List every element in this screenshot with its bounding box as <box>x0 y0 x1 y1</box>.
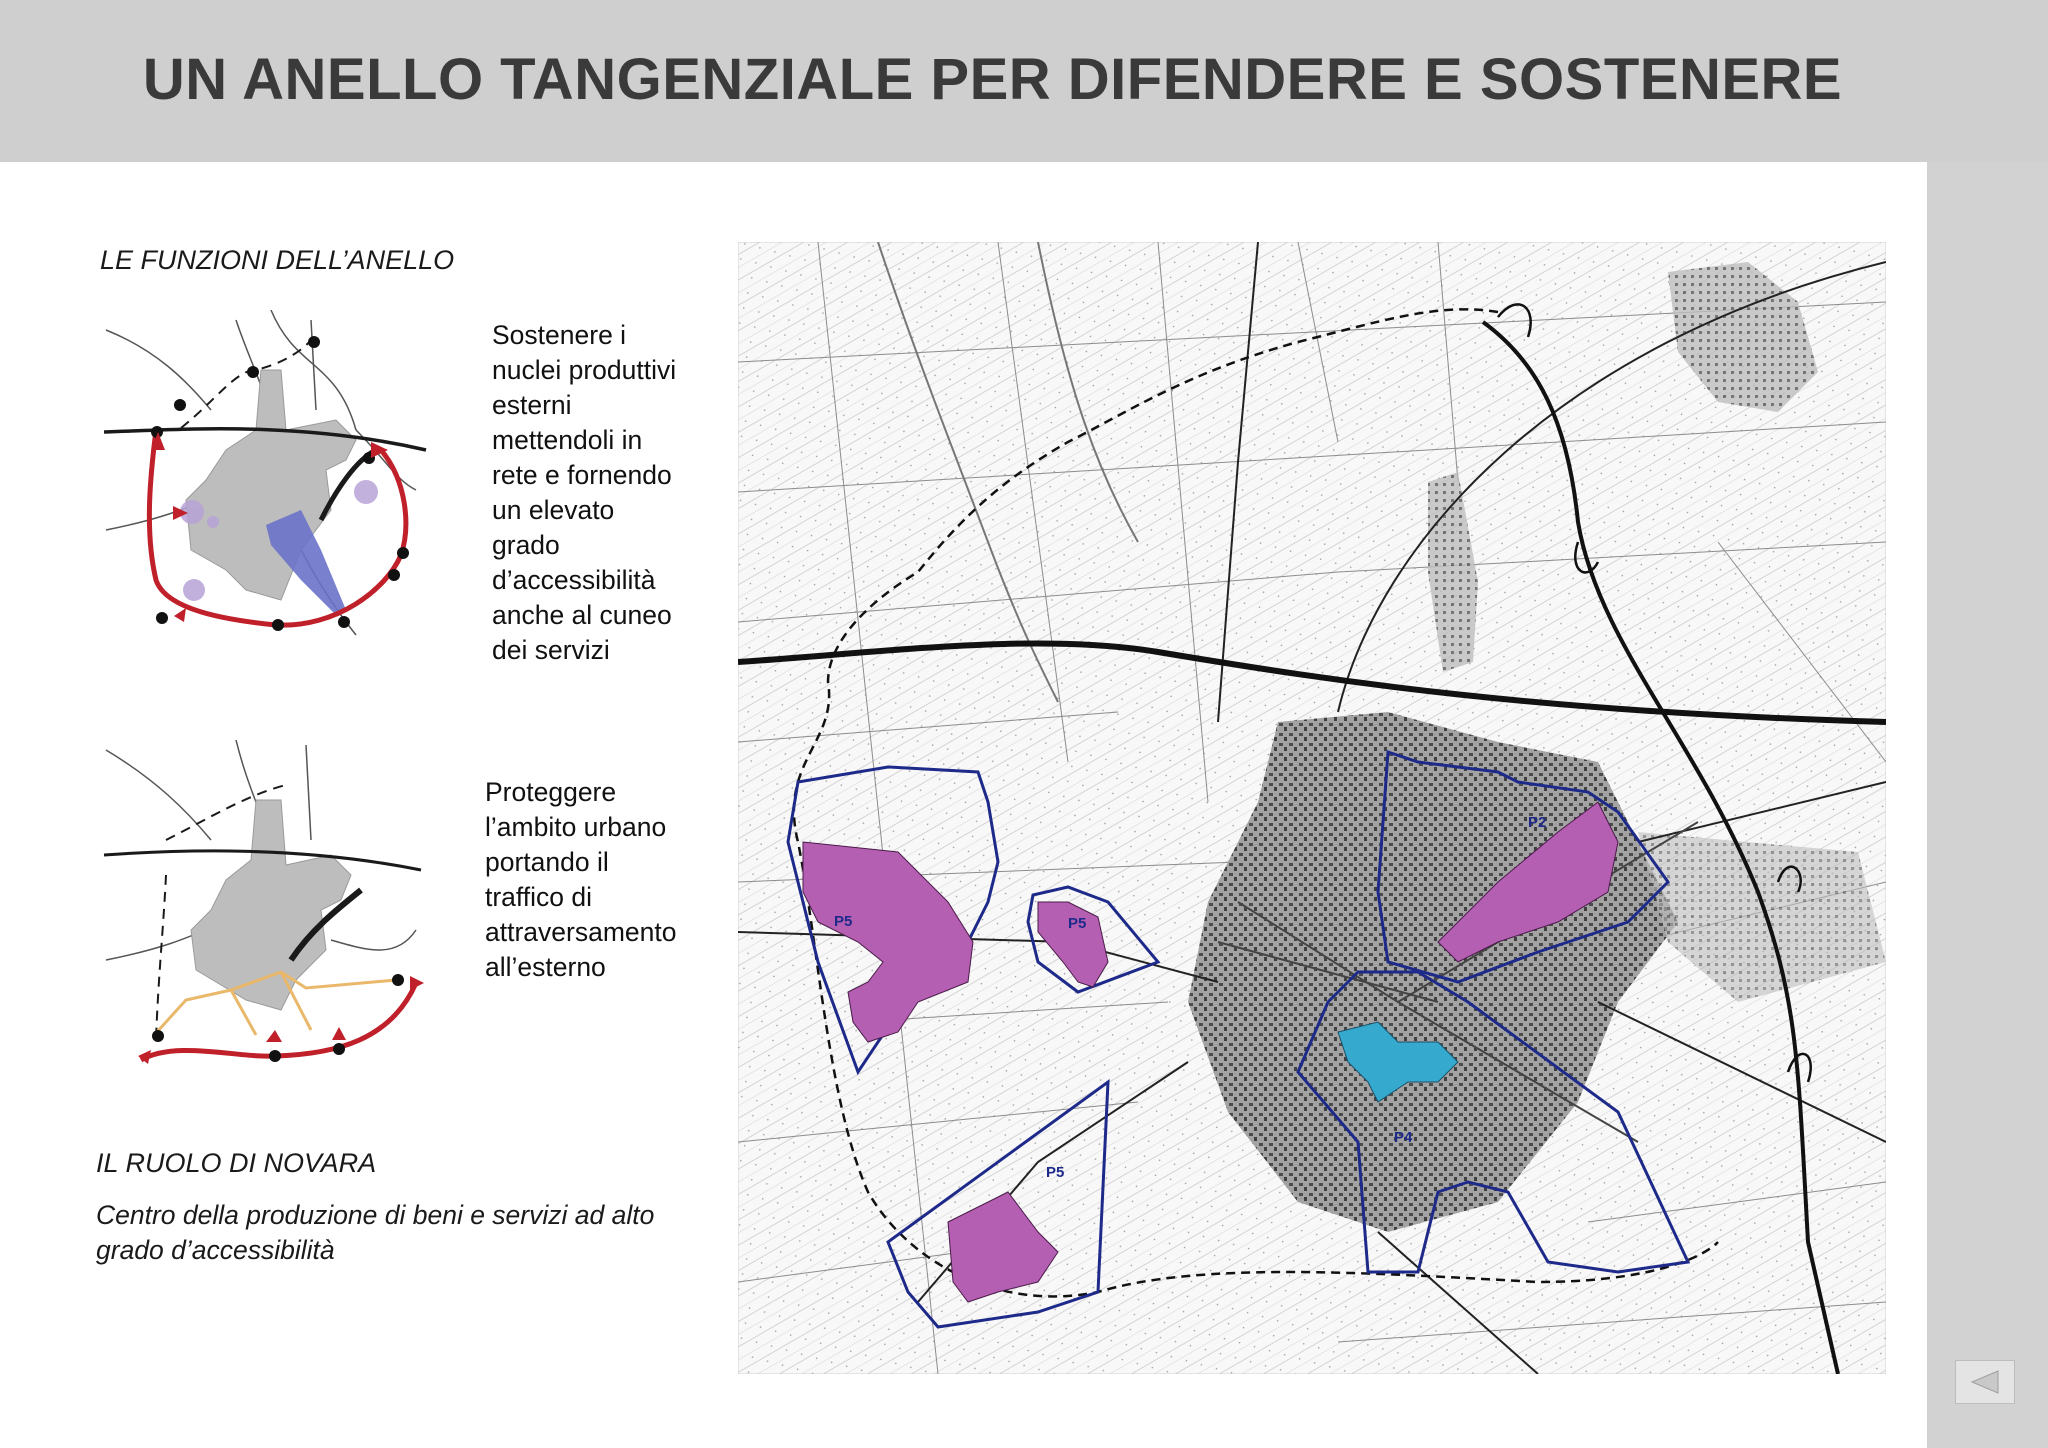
ring-function-diagram-1 <box>96 310 436 640</box>
ruolo-description: Centro della produzione di beni e servizi ad alto grado d’accessibilità <box>96 1200 655 1265</box>
zone-label-p5-west: P5 <box>834 913 853 930</box>
function-2-description: Proteggere l’ambito urbano portando il traffico di attraversamento all’esterno <box>485 777 677 982</box>
projected-link <box>181 340 311 428</box>
page-title: UN ANELLO TANGENZIALE PER DIFENDERE E SOSTENERE <box>142 47 1843 112</box>
side-band <box>1927 162 2048 1448</box>
ring-function-diagram-2 <box>96 740 436 1070</box>
urban-core <box>191 800 351 1010</box>
zone-label-p5-mid: P5 <box>1068 915 1087 932</box>
novara-territory-map <box>738 242 1886 1374</box>
function-1-description: Sostenere i nuclei produttivi esterni mettendoli in rete e fornendo un elevato grado d’accessibilità anche al cuneo dei servizi <box>492 320 677 665</box>
zone-label-p5-south: P5 <box>1046 1164 1065 1181</box>
back-button[interactable] <box>1955 1360 2015 1404</box>
funzioni-heading: LE FUNZIONI DELL’ANELLO <box>100 245 455 275</box>
triangle-left-icon <box>1968 1369 2002 1395</box>
ruolo-heading: IL RUOLO DI NOVARA <box>96 1148 377 1178</box>
urban-core <box>186 370 356 600</box>
zone-label-p4: P4 <box>1394 1129 1413 1146</box>
zone-label-p2: P2 <box>1528 814 1547 831</box>
